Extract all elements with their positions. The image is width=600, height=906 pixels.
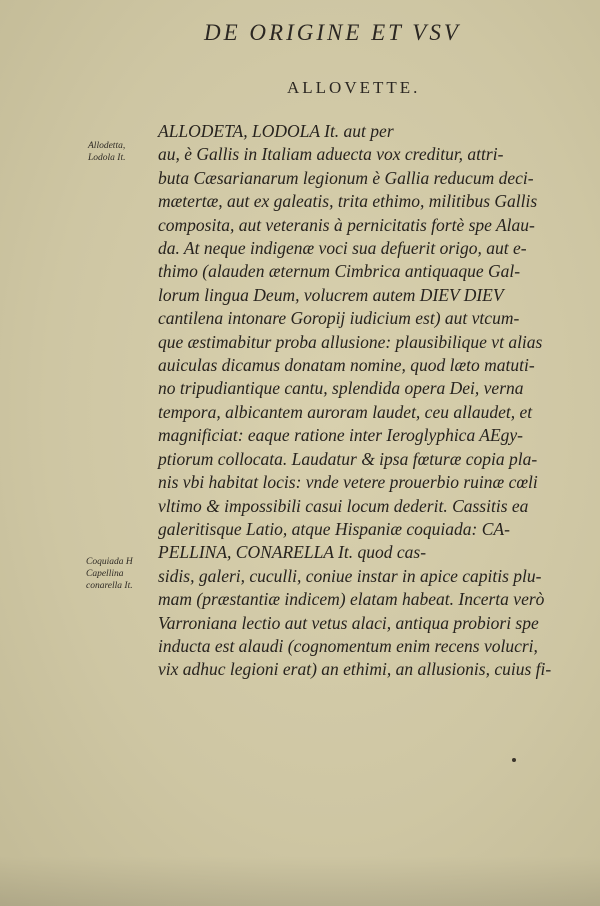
body-line: que æstimabitur proba allusione: plausibilique vt alias xyxy=(158,331,543,352)
ink-speck xyxy=(512,758,516,762)
body-line: sidis, galeri, cuculli, coniue instar in apice capitis plu- xyxy=(158,565,542,586)
body-line: composita, aut veteranis à pernicitatis fortè spe Alau- xyxy=(158,214,535,235)
body-line: vltimo & impossibili casui locum dederit. Cassitis ea xyxy=(158,495,529,516)
margin-note-coquiada xyxy=(86,556,154,592)
running-head: DE ORIGINE ET VSV xyxy=(204,20,461,45)
body-line: nis vbi habitat locis: vnde vetere prouerbio ruinæ cœli xyxy=(158,472,538,493)
margin-note-line: Coquiada H xyxy=(86,557,133,567)
body-text xyxy=(158,120,558,682)
body-line: au, è Gallis in Italiam aduecta vox creditur, attri- xyxy=(158,144,504,165)
body-line: mætertæ, aut ex galeatis, trita ethimo, militibus Gallis xyxy=(158,191,538,212)
body-line: ALLODETA, LODOLA It. aut per xyxy=(158,121,394,141)
body-line: PELLINA, CONARELLA It. quod cas- xyxy=(158,542,427,563)
section-title: ALLOVETTE. xyxy=(287,78,421,97)
margin-note-line: Capellina xyxy=(86,569,124,579)
margin-note-line: conarella It. xyxy=(86,581,133,591)
body-line: da. At neque indigenæ voci sua defuerit origo, aut e- xyxy=(158,238,527,259)
margin-note-allodetta xyxy=(88,140,156,164)
body-line: magnificiat: eaque ratione inter Ieroglyphica AEgy- xyxy=(158,425,523,446)
body-line: no tripudiantique cantu, splendida opera Dei, verna xyxy=(158,378,524,399)
body-line: ptiorum collocata. Laudatur & ipsa fœturæ copia pla- xyxy=(158,448,538,469)
body-line: tempora, albicantem auroram laudet, ceu allaudet, et xyxy=(158,401,533,422)
body-line: vix adhuc legioni erat) an ethimi, an allusionis, cuius fi- xyxy=(158,659,552,680)
body-line: galeritisque Latio, atque Hispaniæ coquiada: CA- xyxy=(158,518,510,539)
body-line: Varroniana lectio aut vetus alaci, antiqua probiori spe xyxy=(158,612,539,633)
margin-note-line: Lodola It. xyxy=(88,153,126,163)
margin-note-line: Allodetta, xyxy=(88,141,126,151)
body-line: buta Cæsarianarum legionum è Gallia reducum deci- xyxy=(158,167,534,188)
body-line: thimo (alauden æternum Cimbrica antiquaque Gal- xyxy=(158,261,521,282)
body-line: lorum lingua Deum, volucrem autem DIEV DIEV xyxy=(158,284,504,305)
body-line: auiculas dicamus donatam nomine, quod læto matuti- xyxy=(158,355,535,376)
body-line: inducta est alaudi (cognomentum enim recens volucri, xyxy=(158,635,538,656)
body-line: mam (præstantiæ indicem) elatam habeat. Incerta verò xyxy=(158,589,545,610)
body-line: cantilena intonare Goropij iudicium est) aut vtcum- xyxy=(158,308,520,329)
